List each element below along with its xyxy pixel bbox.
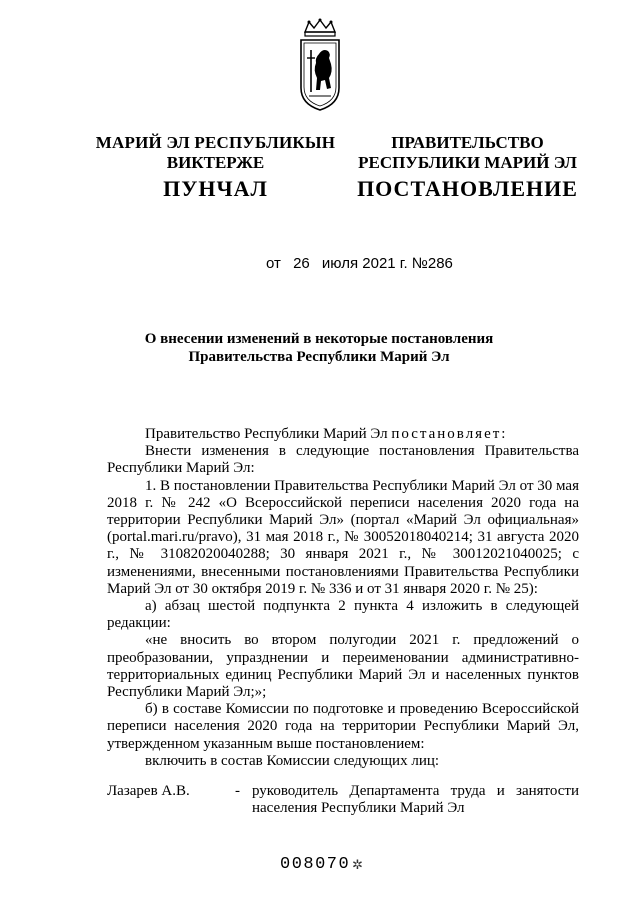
header-right-line1: ПРАВИТЕЛЬСТВО	[391, 133, 544, 152]
header-left-doc-type: ПУНЧАЛ	[163, 176, 268, 201]
intro-lead: Правительство Республики Марий Эл	[145, 426, 392, 442]
intro-resolve: постановляет:	[391, 426, 508, 442]
paragraph-3: а) абзац шестой подпункта 2 пункта 4 изложить в следующей редакции:	[107, 598, 579, 632]
intro-paragraph	[107, 426, 579, 443]
document-title-line2: Правительства Республики Марий Эл	[188, 349, 450, 365]
serial-mark-icon: ✲	[352, 857, 363, 872]
header-right-doc-type: ПОСТАНОВЛЕНИЕ	[357, 176, 578, 201]
member-role: руководитель Департамента труда и занятости населения Республики Марий Эл	[252, 783, 579, 817]
date-day: 26	[293, 255, 310, 272]
header-left-line1: МАРИЙ ЭЛ РЕСПУБЛИКЫН	[95, 133, 336, 152]
header-right-line2: РЕСПУБЛИКИ МАРИЙ ЭЛ	[358, 153, 577, 172]
paragraph-1: Внести изменения в следующие постановления Правительства Республики Марий Эл:	[107, 443, 579, 477]
document-body	[107, 426, 579, 770]
document-title-line1: О внесении изменений в некоторые постановления	[144, 331, 494, 347]
coat-of-arms-icon	[297, 18, 343, 114]
paragraph-6: включить в состав Комиссии следующих лиц:	[145, 752, 440, 769]
paragraph-4: «не вносить во втором полугодии 2021 г. предложений о преобразовании, упразднении и переименовании административно-территориальных единиц Республики Марий Эл и населенных пунктов Республики Марий Эл;»;	[107, 632, 579, 701]
member-name: Лазарев А.В.	[107, 783, 190, 799]
paragraph-2: 1. В постановлении Правительства Республики Марий Эл от 30 мая 2018 г. № 242 «О Всероссийской переписи населения 2020 года на территории Республики Марий Эл» (портал «Марий Эл официальная» (portal.mari.ru/pravo), 31 мая 2018 г., № 30052018040214; 31 августа 2020 г., № 31082020040288; 30 января 2021 г., № 30012021040025; с изменениями, внесенными постановлениями Правительства Республики Марий Эл от 30 октября 2019 г. № 336 и от 31 января 2020 г. № 25):	[107, 477, 579, 597]
document-date	[266, 255, 461, 272]
date-month-number: июля 2021 г. №286	[321, 255, 453, 272]
form-serial-number: 008070	[280, 855, 351, 874]
member-dash: -	[235, 783, 240, 799]
date-prefix: от	[266, 255, 281, 272]
paragraph-5: б) в составе Комиссии по подготовке и проведению Всероссийской переписи населения 2020 года на территории Республики Марий Эл, утвержденном указанным выше постановлением:	[107, 701, 579, 752]
header-left-line2: ВИКТЕРЖЕ	[166, 153, 265, 172]
